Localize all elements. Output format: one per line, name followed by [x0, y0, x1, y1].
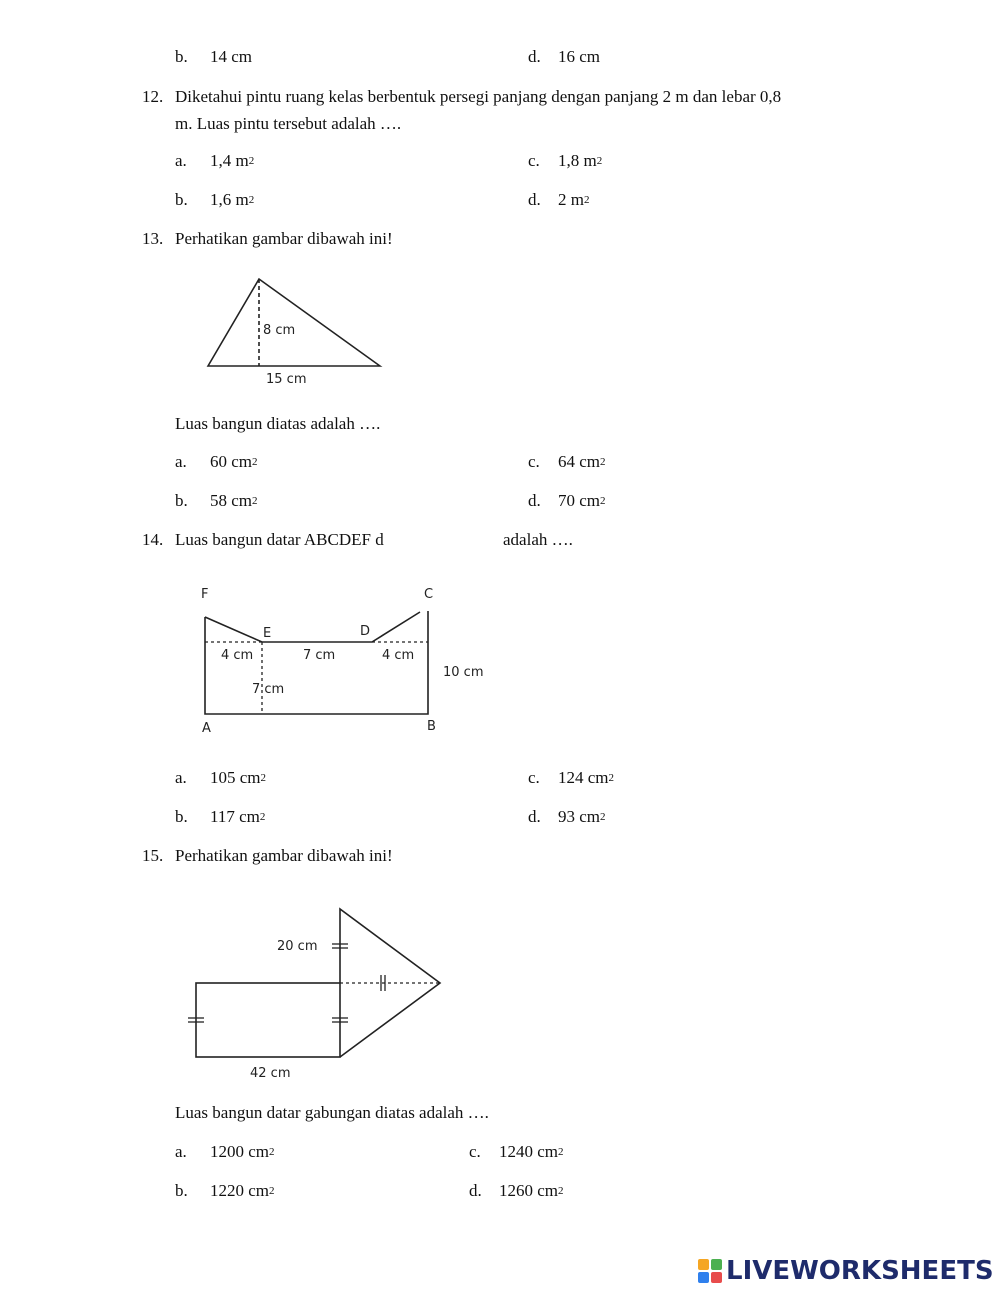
q15-number: 15. — [142, 846, 164, 865]
liveworksheets-logo[interactable] — [698, 1256, 994, 1286]
q15-question: Luas bangun datar gabungan diatas adalah …. — [175, 1103, 489, 1122]
logo-square-1 — [698, 1259, 709, 1270]
label-C: C — [424, 587, 434, 602]
q12-number: 12. — [142, 87, 164, 106]
logo-square-3 — [698, 1272, 709, 1283]
q13-option-b[interactable]: b. 58 $cm^2$ — [175, 491, 258, 510]
q12-text-line2: m. Luas pintu tersebut adalah …. — [175, 114, 402, 133]
logo-text: LIVEWORKSHEETS — [726, 1256, 994, 1286]
shape-top-edge — [205, 612, 420, 642]
q13-triangle-figure — [200, 270, 400, 390]
q11-option-b[interactable]: b. 14 cm — [175, 47, 253, 66]
q13-option-c[interactable]: c. 64 $cm^2$ — [528, 452, 606, 471]
label-F: F — [201, 587, 209, 602]
q15-text: Perhatikan gambar dibawah ini! — [175, 846, 393, 865]
rectangle-outline — [196, 983, 340, 1057]
q14-option-a[interactable]: a. 105 $cm^2$ — [175, 768, 267, 787]
logo-square-2 — [711, 1259, 722, 1270]
label-height-inner: 7 cm — [252, 682, 285, 697]
logo-square-4 — [711, 1272, 722, 1283]
q13-number: 13. — [142, 229, 164, 248]
side-label: 20 cm — [277, 939, 318, 954]
q15-option-a[interactable]: a. 1200 $cm^2$ — [175, 1142, 275, 1161]
label-height-outer: 10 cm — [443, 665, 484, 680]
q14-number: 14. — [142, 530, 164, 549]
triangle-base-label: 15 cm — [266, 372, 307, 387]
q14-text-b: adalah …. — [503, 530, 573, 549]
label-E: E — [263, 626, 272, 641]
q13-text: Perhatikan gambar dibawah ini! — [175, 229, 393, 248]
q15-option-c[interactable]: c. 1240 $cm^2$ — [469, 1142, 564, 1161]
triangle-height-label: 8 cm — [263, 323, 296, 338]
label-A: A — [202, 721, 211, 736]
q13-question: Luas bangun diatas adalah …. — [175, 414, 381, 433]
q15-option-b[interactable]: b. 1220 $cm^2$ — [175, 1181, 275, 1200]
q13-option-a[interactable]: a. 60 $cm^2$ — [175, 452, 258, 471]
logo-mark-icon — [698, 1259, 722, 1283]
label-B: B — [427, 719, 436, 734]
q14-option-c[interactable]: c. 124 $cm^2$ — [528, 768, 615, 787]
q14-text-a: Luas bangun datar ABCDEF d — [175, 530, 384, 549]
q11-option-d[interactable]: d. 16 cm — [528, 47, 601, 66]
q12-option-d[interactable]: d. 2 $m^2$ — [528, 190, 590, 209]
label-mid-seg: 7 cm — [303, 648, 336, 663]
q14-option-b[interactable]: b. 117 $cm^2$ — [175, 807, 266, 826]
q14-abcdef-figure — [195, 582, 505, 742]
label-left-seg: 4 cm — [221, 648, 254, 663]
q15-composite-figure — [180, 900, 460, 1090]
base-label: 42 cm — [250, 1066, 291, 1081]
q13-option-d[interactable]: d. 70 $cm^2$ — [528, 491, 606, 510]
q12-option-b[interactable]: b. 1,6 $m^2$ — [175, 190, 255, 209]
label-D: D — [360, 624, 371, 639]
label-right-seg: 4 cm — [382, 648, 415, 663]
q12-text-line1: Diketahui pintu ruang kelas berbentuk persegi panjang dengan panjang 2 m dan lebar 0,8 — [175, 87, 782, 106]
q15-option-d[interactable]: d. 1260 $cm^2$ — [469, 1181, 564, 1200]
q14-option-d[interactable]: d. 93 $cm^2$ — [528, 807, 606, 826]
q12-option-c[interactable]: c. 1,8 $m^2$ — [528, 151, 603, 170]
q12-option-a[interactable]: a. 1,4 $m^2$ — [175, 151, 255, 170]
